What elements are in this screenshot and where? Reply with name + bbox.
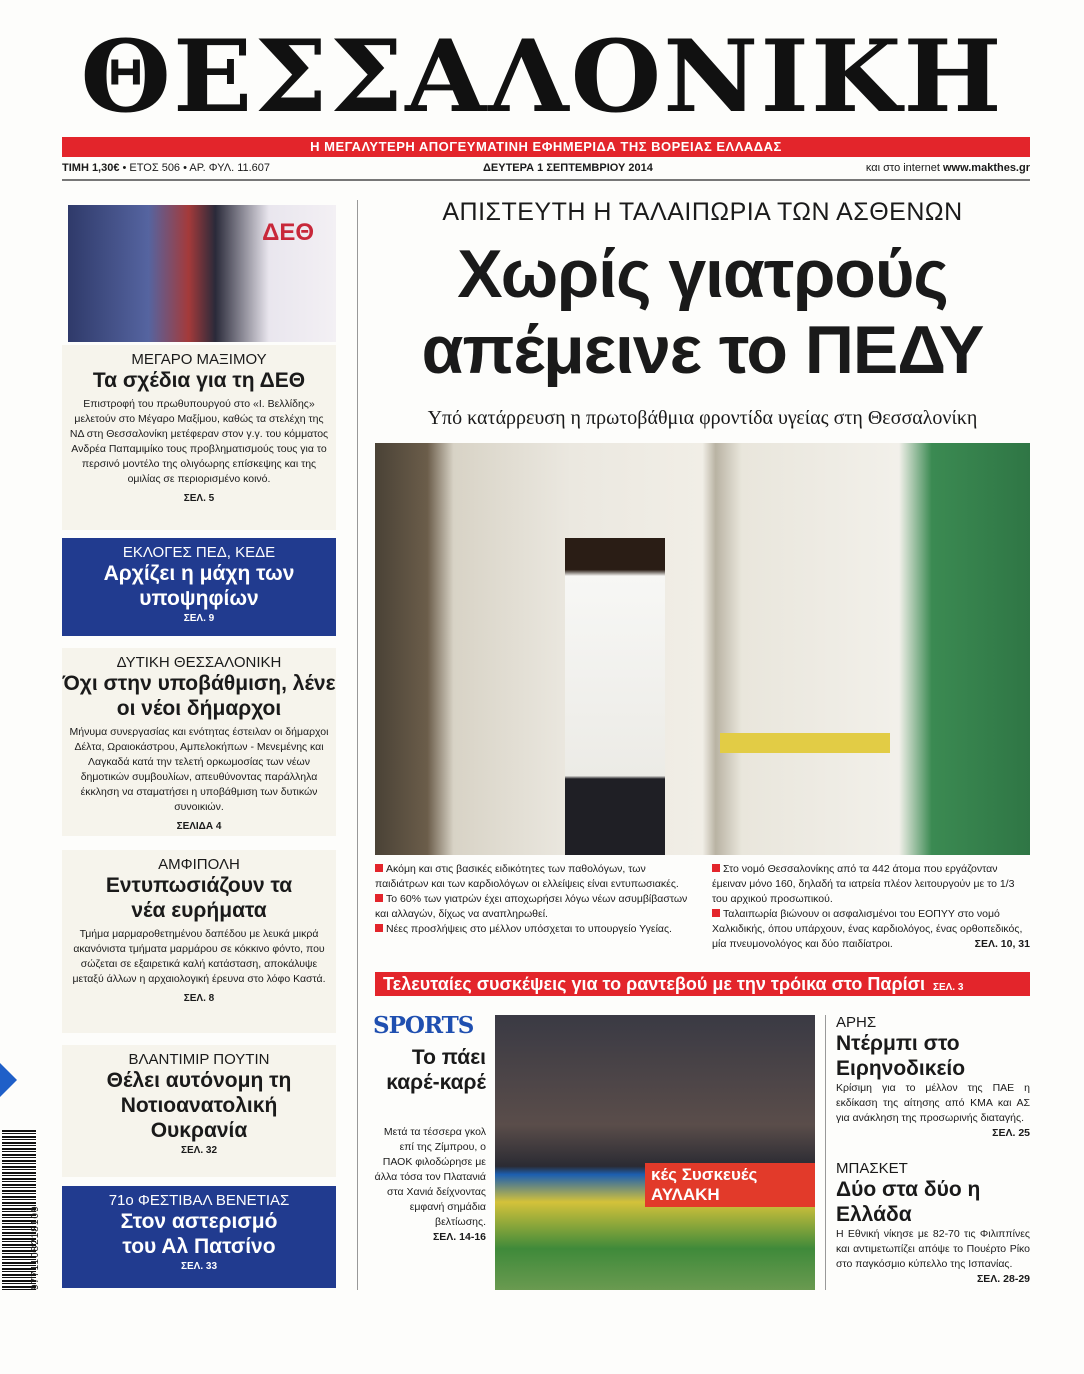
banner-text: Τελευταίες συσκέψεις για το ραντεβού με την τρόικα στο Παρίσι (383, 974, 925, 994)
bullet-item: Νέες προσλήψεις στο μέλλον υπόσχεται το υπουργείο Υγείας. (375, 922, 695, 937)
column-divider (357, 200, 358, 1290)
doctor-figure (565, 538, 665, 855)
story-kicker: ΒΛΑΝΤΙΜΙΡ ΠΟΥΤΙΝ (128, 1051, 270, 1068)
slogan-band: Η ΜΕΓΑΛΥΤΕΡΗ ΑΠΟΓΕΥΜΑΤΙΝΗ ΕΦΗΜΕΡΙΔΑ ΤΗΣ ΒΟΡΕΙΑΣ ΕΛΛΑΔΑΣ (62, 137, 1030, 157)
story-kicker: ΑΡΗΣ (836, 1014, 877, 1031)
story-page: ΣΕΛ. 33 (180, 1261, 218, 1272)
bullet-item: Στο νομό Θεσσαλονίκης από τα 442 άτομα που εργάζονταν έμειναν μόνο 160, δηλαδή τα ιατρεία πλέον λειτουργούν με το 1/3 του αρχικού προσωπικού. (712, 863, 1015, 905)
bullet-item: Ταλαιπωρία βιώνουν οι ασφαλισμένοι του ΕΟΠΥΥ στο νομό Χαλκιδικής, όπου υπάρχουν, ένας καρδιολόγος, ένας ορθοπεδικός, μία πνευμονολόγος και δύο παιδίατροι. ΣΕΛ. 10, 31 (712, 908, 1030, 950)
main-kicker: ΑΠΙΣΤΕΥΤΗ Η ΤΑΛΑΙΠΩΡΙΑ ΤΩΝ ΑΣΘΕΝΩΝ (442, 198, 963, 226)
story-page: ΣΕΛ. 8 (183, 993, 215, 1004)
price: ΤΙΜΗ 1,30€ (62, 162, 120, 174)
issue-date: ΔΕΥΤΕΡΑ 1 ΣΕΠΤΕΜΒΡΙΟΥ 2014 (483, 162, 653, 174)
samaras-photo (68, 205, 336, 342)
story-page: ΣΕΛ. 25 (992, 1127, 1030, 1139)
story-elections[interactable] (62, 538, 336, 636)
issue-number: • ΕΤΟΣ 506 • ΑΡ. ΦΥΛ. 11.607 (119, 162, 271, 174)
story-aris[interactable] (836, 1014, 1030, 1141)
troika-banner[interactable] (375, 972, 1030, 996)
story-headline[interactable]: Ντέρμπι στο Ειρηνοδικείο (836, 1032, 966, 1080)
story-body: Τμήμα μαρμαροθετημένου δαπέδου με λευκά μικρά ακανόνιστα τμήματα μαρμάρου σε κόκκινο φόντο, που σώζεται σε εξαιρετικά καλή κατάσταση, αποκάλυψε μεταξύ άλλων η αρχαιολογική έρευνα στο λόφο Καστά. (72, 928, 326, 985)
main-subheadline: Υπό κατάρρευση η πρωτοβάθμια φροντίδα υγείας στη Θεσσαλονίκη (427, 407, 978, 429)
sports-label: SPORTS (373, 1012, 474, 1039)
story-headline[interactable]: Στον αστερισμό του Αλ Πατσίνο (120, 1210, 278, 1258)
main-headline-line1: Χωρίς γιατρούς (457, 236, 948, 312)
website-link[interactable]: www.makthes.gr (942, 162, 1030, 174)
sports-headline[interactable]: Το πάει καρέ-καρέ (386, 1046, 486, 1094)
story-page: ΣΕΛ. 28-29 (977, 1273, 1030, 1285)
story-amphipolis[interactable] (62, 850, 336, 1033)
bullet-item: Το 60% των γιατρών έχει αποχωρήσει λόγω νέων ασυμβίβαστων και αλλαγών, δίχως να αναπληρωθεί. (375, 893, 688, 920)
story-headline[interactable]: Αρχίζει η μάχη των υποψηφίων (103, 562, 295, 610)
story-kicker: 71ο ΦΕΣΤΙΒΑΛ ΒΕΝΕΤΙΑΣ (108, 1192, 290, 1209)
story-body: Μήνυμα συνεργασίας και ενότητας έστειλαν οι δήμαρχοι Δέλτα, Ωραιοκάστρου, Αμπελοκήπων - Μενεμένης και Λαγκαδά κατά την τελετή ορκωμοσίας των νέων δημοτικών συμβουλίων, απευθύνοντας παράλληλα έκκληση να σταματήσει η υποβάθμιση των δυτικών συνοικιών. (69, 726, 329, 813)
story-kicker: ΜΠΑΣΚΕΤ (836, 1160, 908, 1177)
story-west-thessaloniki[interactable] (62, 648, 336, 836)
story-body: Η Εθνική νίκησε με 82-70 τις Φιλιππίνες και αντιμετωπίζει απόψε το Πουέρτο Ρίκο στο παγκόσμιο κύπελλο της Ισπανίας. ΣΕΛ. 28-29 (836, 1228, 1030, 1285)
story-page: ΣΕΛΙΔΑ 4 (176, 821, 222, 832)
main-headline-line2: απέμεινε το ΠΕΔΥ (421, 312, 984, 388)
header-rule (62, 179, 1030, 181)
arrow-marker-icon (0, 1063, 17, 1097)
story-headline[interactable]: Εντυπωσιάζουν τα νέα ευρήματα (105, 874, 293, 922)
story-kicker: ΑΜΦΙΠΟΛΗ (158, 856, 240, 873)
story-kicker: ΔΥΤΙΚΗ ΘΕΣΣΑΛΟΝΙΚΗ (116, 654, 282, 671)
story-kicker: ΕΚΛΟΓΕΣ ΠΕΔ, ΚΕΔΕ (122, 544, 276, 561)
story-headline[interactable]: Δύο στα δύο η Ελλάδα (836, 1178, 981, 1226)
story-kicker: ΜΕΓΑΡΟ ΜΑΞΙΜΟΥ (131, 351, 267, 368)
story-headline[interactable]: Τα σχέδια για τη ΔΕΘ (92, 369, 306, 392)
issue-info (62, 160, 1030, 176)
masthead-title: ΘΕΣΣΑΛΟΝΙΚΗ (80, 18, 1004, 135)
internet-label: και στο internet (865, 162, 943, 174)
price-issue (62, 160, 270, 176)
clinic-photo (375, 443, 1030, 855)
photo-sponsor-banner: κές Συσκευές ΑΥΛΑΚΗ (645, 1163, 815, 1207)
bullet-item: Ακόμη και στις βασικές ειδικότητες των παθολόγων, των παιδιάτρων και των καρδιολόγων οι ελλείψεις είναι εντυπωσιακές. (375, 863, 679, 890)
sports-divider (825, 1015, 826, 1290)
story-body: Επιστροφή του πρωθυπουργού στο «Ι. Βελλίδης» μελετούν στο Μέγαρο Μαξίμου, καθώς τα στελέχη της ΝΔ στη Θεσσαλονίκη μετέφεραν στον γ.γ. του κόμματος Ανδρέα Παπαμιμίκο τους προβληματισμούς τους για το περσινό μοντέλο της ολιγόωρης επίσκεψης και της ομιλίας σε περιορισμένο κοινό. (69, 398, 329, 485)
story-dethe[interactable] (62, 345, 336, 530)
story-body: Κρίσιμη για το μέλλον της ΠΑΕ η εκδίκαση της αίτησης από ΚΜΑ και ΑΣ για ανάκληση της προσωρινής διαταγής. ΣΕΛ. 25 (836, 1082, 1030, 1139)
story-page: ΣΕΛ. 9 (183, 613, 215, 624)
deth-sign: ΔΕΘ (262, 219, 314, 246)
tile-border (720, 733, 890, 753)
story-basket[interactable] (836, 1160, 1030, 1287)
story-putin[interactable] (62, 1045, 336, 1177)
story-headline[interactable]: Όχι στην υποβάθμιση, λένε οι νέοι δήμαρχοι (62, 672, 336, 720)
story-page: ΣΕΛ. 5 (183, 493, 215, 504)
story-venice-festival[interactable] (62, 1186, 336, 1288)
sports-body: Μετά τα τέσσερα γκολ επί της Ζίμπρου, ο ΠΑΟΚ φιλοδώρησε με άλλα τόσα τον Πλατανιά στα Χανιά δείχνοντας εμφανή σημάδια βελτίωσης. ΣΕΛ. 14-16 (374, 1126, 486, 1243)
website-line (866, 160, 1030, 176)
paok-photo (495, 1015, 815, 1290)
barcode-digits: 9771108218109 (30, 1205, 41, 1290)
sports-page: ΣΕΛ. 14-16 (433, 1231, 486, 1243)
main-page: ΣΕΛ. 10, 31 (974, 938, 1030, 950)
story-page: ΣΕΛ. 32 (180, 1145, 218, 1156)
bullets-right (712, 862, 1030, 952)
banner-page: ΣΕΛ. 3 (932, 982, 964, 993)
story-headline[interactable]: Θέλει αυτόνομη τη Νοτιοανατολική Ουκρανία (106, 1069, 292, 1142)
main-headline[interactable] (375, 236, 1030, 392)
bullets-left (375, 862, 695, 937)
